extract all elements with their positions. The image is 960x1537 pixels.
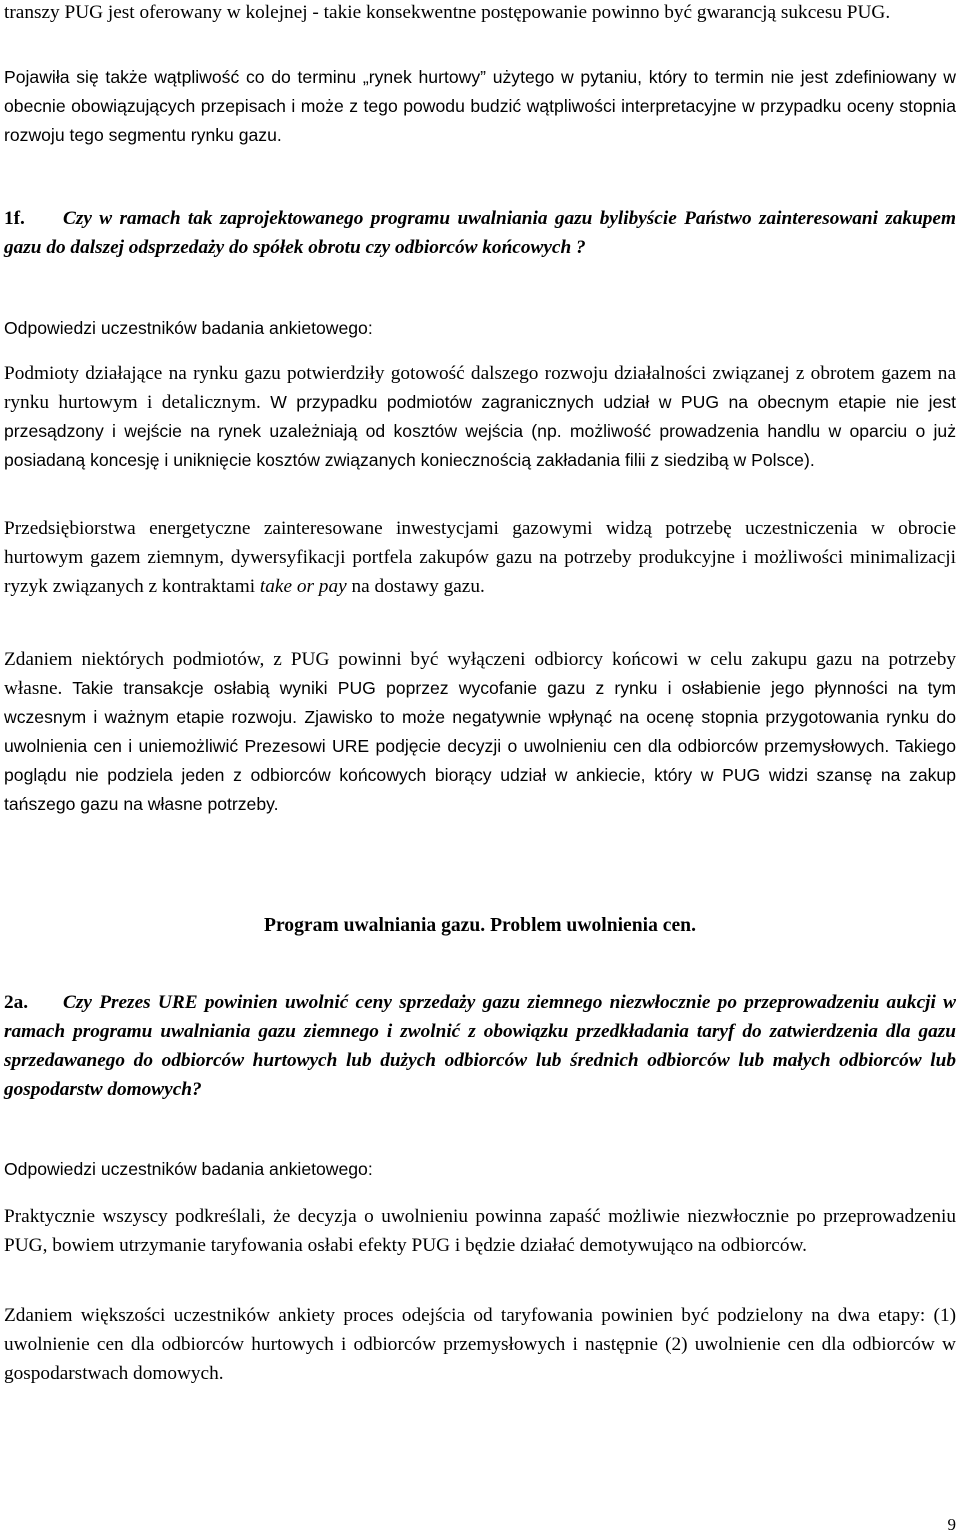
question-2a [4,988,956,1104]
answers-label: Odpowiedzi uczestników badania ankietowego: [4,318,373,338]
answer-paragraph-b2: Zdaniem większości uczestników ankiety proces odejścia od taryfowania powinien być podzielony na dwa etapy: (1) uwolnienie cen dla odbiorców hurtowych i odbiorców przemysłowych i następnie (2) uwolnienie cen dla odbiorców w gospodarstwach domowych. [4,1305,956,1384]
answer-paragraph-3: Zdaniem niektórych podmiotów, z PUG powinni być wyłączeni odbiorcy końcowi w celu zakupu gazu na potrzeby własne. Takie transakcje osłabią wyniki PUG poprzez wycofanie gazu z rynku i osłabienie jego płynności na tym wczesnym i ważnym etapie rozwoju. Zjawisko to może negatywnie wpłynąć na ocenę stopnia przygotowania rynku do uwolnienia cen i uniemożliwić Prezesowi URE podjęcie decyzji o uwolnieniu cen dla odbiorców przemysłowych. Takiego poglądu nie podziela jeden z odbiorców końcowych biorący udział w ankiecie, który w PUG widzi szansę na zakup tańszego gazu na własne potrzeby. [4,649,956,814]
question-1f [4,204,956,262]
answer-paragraph-2: Przedsiębiorstwa energetyczne zainteresowane inwestycjami gazowymi widzą potrzebę uczestniczenia w obrocie hurtowym gazem ziemnym, dywersyfikacji portfela zakupów gazu na potrzeby produkcyjne i możliwości minimalizacji ryzyk związanych z kontraktami take or pay na dostawy gazu. [4,518,956,597]
page-number: 9 [947,1515,956,1534]
answers-label: Odpowiedzi uczestników badania ankietowego: [4,1159,373,1179]
answer-paragraph-b1: Praktycznie wszyscy podkreślali, że decyzja o uwolnieniu powinna zapaść możliwie niezwłocznie po przeprowadzeniu PUG, bowiem utrzymanie taryfowania osłabi efekty PUG i będzie działać demotywująco na odbiorców. [4,1206,956,1256]
question-text: Czy Prezes URE powinien uwolnić ceny sprzedaży gazu ziemnego niezwłocznie po przeprowadzeniu aukcji w ramach programu uwalniania gazu ziemnego i zwolnić z obowiązku przedkładania taryf do zatwierdzenia dla gazu sprzedawanego do odbiorców hurtowych lub dużych odbiorców lub średnich odbiorców lub małych odbiorców lub gospodarstw domowych? [4,992,956,1100]
question-number: 1f. [4,208,25,229]
section-heading: Program uwalniania gazu. Problem uwolnienia cen. [264,915,696,936]
question-text: Czy w ramach tak zaprojektowanego programu uwalniania gazu bylibyście Państwo zainteresowani zakupem gazu do dalszej odsprzedaży do spółek obrotu czy odbiorców końcowych ? [4,208,956,258]
paragraph-wholesale-market-doubt: Pojawiła się także wątpliwość co do terminu „rynek hurtowy” użytego w pytaniu, który to termin nie jest zdefiniowany w obecnie obowiązujących przepisach i może z tego powodu budzić wątpliwości interpretacyjne w przypadku oceny stopnia rozwoju tego segmentu rynku gazu. [4,67,956,145]
answer-paragraph-1: Podmioty działające na rynku gazu potwierdziły gotowość dalszego rozwoju działalności związanej z obrotem gazem na rynku hurtowym i detalicznym. W przypadku podmiotów zagranicznych udział w PUG na obecnym etapie nie jest przesądzony i wejście na rynek uzależniają od kosztów wejścia (np. możliwość prowadzenia handlu w oparciu o już posiadaną koncesję i uniknięcie kosztów związanych koniecznością zakładania filii z siedzibą w Polsce). [4,363,957,470]
question-number: 2a. [4,992,29,1013]
paragraph-intro-continuation: transzy PUG jest oferowany w kolejnej - takie konsekwentne postępowanie powinno być gwarancją sukcesu PUG. [4,2,891,23]
